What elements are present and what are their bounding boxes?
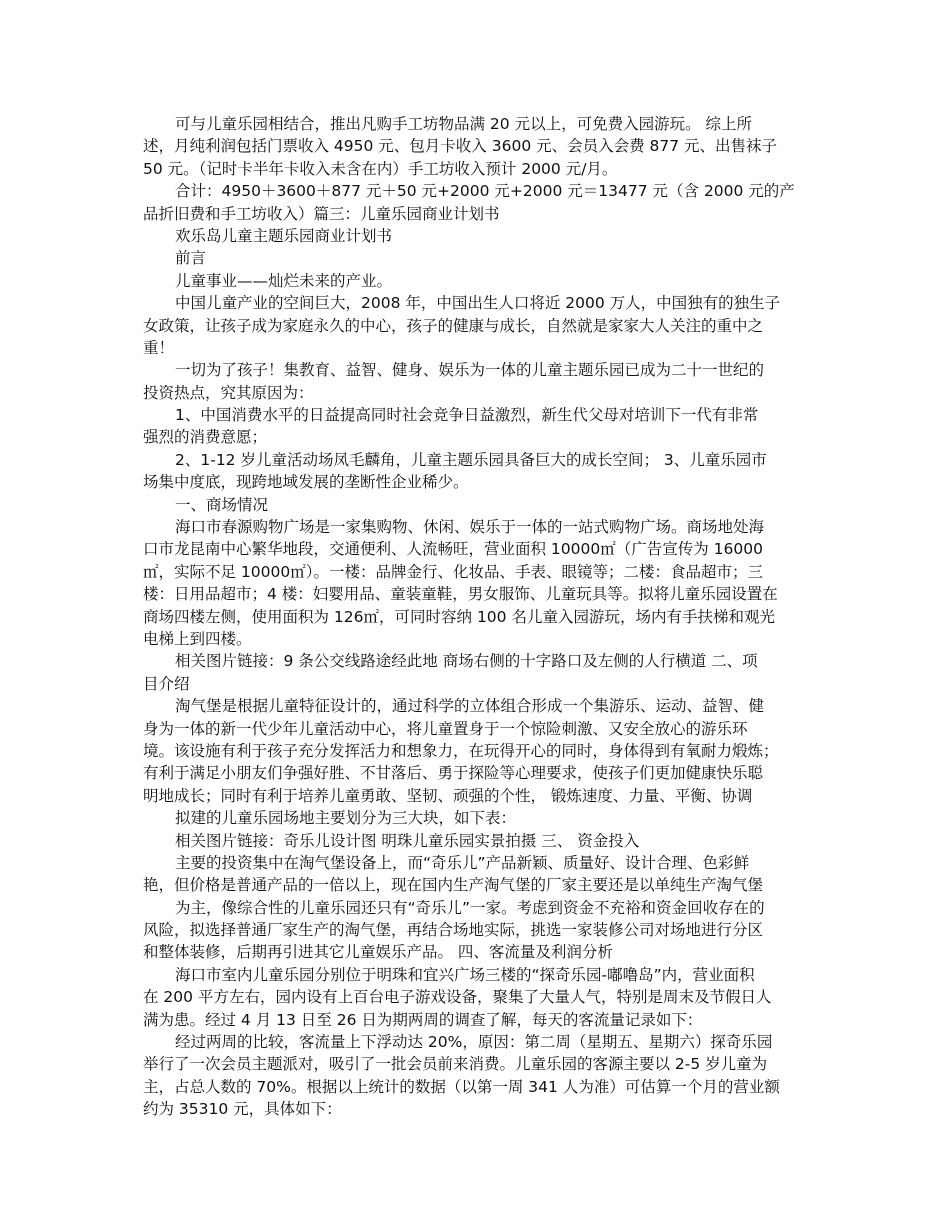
text-line: 2、1-12 岁儿童活动场凤毛麟角，儿童主题乐园具备巨大的成长空间； 3、儿童乐园市 [175,450,767,469]
text-line: 约为 35310 元，具体如下： [143,1100,342,1119]
text-line: 女政策，让孩子成为家庭永久的中心，孩子的健康与成长，自然就是家家大人关注的重中之 [143,316,764,335]
document-body [143,113,808,1121]
text-line: 海口市春源购物广场是一家集购物、休闲、娱乐于一体的一站式购物广场。商场地处海 [175,518,765,537]
text-line: 风险，拟选择普通厂家生产的淘气堡，再结合场地实际，挑选一家装修公司对场地进行分区 [143,921,764,940]
text-line: 身为一体的新一代少年儿童活动中心，将儿童置身于一个惊险刺激、又安全放心的游乐环 [143,719,748,738]
text-line: 一切为了孩子！集教育、益智、健身、娱乐为一体的儿童主题乐园已成为二十一世纪的 [175,361,765,380]
text-line: 楼：日用品超市；4 楼：妇婴用品、童装童鞋，男女服饰、儿童玩具等。拟将儿童乐园设置在 [143,585,778,604]
text-line: 电梯上到四楼。 [143,629,252,648]
text-line: 场集中度底，现跨地域发展的垄断性企业稀少。 [143,473,469,492]
text-line: 投资热点，究其原因为： [143,383,314,402]
text-line: ㎡，实际不足 10000㎡）。一楼：品牌金行、化妆品、手表、眼镜等；二楼：食品超市；三 [143,562,763,581]
text-line: 合计：4950＋3600＋877 元＋50 元+2000 元+2000 元＝13477 元（含 2000 元的产 [175,182,795,201]
text-line: 海口市室内儿童乐园分别位于明珠和宜兴广场三楼的“探奇乐园-嘟噜岛”内，营业面积 [175,965,755,984]
text-line: 强烈的消费意愿； [143,428,268,447]
text-line: 欢乐岛儿童主题乐园商业计划书 [175,226,393,245]
text-line: 举行了一次会员主题派对，吸引了一批会员前来消费。儿童乐园的客源主要以 2-5 岁儿童为 [143,1055,768,1074]
text-line: 一、商场情况 [175,495,269,514]
text-line: 相关图片链接：9 条公交线路途经此地 商场右侧的十字路口及左侧的人行横道 二、项 [175,652,758,671]
text-line: 儿童事业——灿烂未来的产业。 [175,271,393,290]
text-line: 相关图片链接：奇乐儿设计图 明珠儿童乐园实景拍摄 三、 资金投入 [175,831,640,850]
text-line: 满为患。经过 4 月 13 日至 26 日为期两周的调查了解，每天的客流量记录如下： [143,1010,703,1029]
text-line: 述，月纯利润包括门票收入 4950 元、包月卡收入 3600 元、会员入会费 877 元、出售袜子 [143,137,778,156]
text-line: 中国儿童产业的空间巨大，2008 年，中国出生人口将近 2000 万人，中国独有的独生子 [175,294,781,313]
text-line: 经过两周的比较，客流量上下浮动达 20%，原因：第二周（星期五、星期六）探奇乐园 [175,1033,773,1052]
text-line: 重！ [143,338,175,357]
text-line: 主要的投资集中在淘气堡设备上，而“奇乐儿”产品新颖、质量好、设计合理、色彩鲜 [175,853,750,872]
text-line: 口市龙昆南中心繁华地段，交通便利、人流畅旺，营业面积 10000㎡（广告宣传为 16000 [143,540,763,559]
text-line: 境。该设施有利于孩子充分发挥活力和想象力，在玩得开心的同时，身体得到有氧耐力煅炼； [143,741,779,760]
text-line: 50 元。（记时卡半年卡收入未含在内）手工坊收入预计 2000 元/月。 [143,159,618,178]
text-line: 淘气堡是根据儿童特征设计的，通过科学的立体组合形成一个集游乐、运动、益智、健 [175,697,765,716]
text-line: 艳，但价格是普通产品的一倍以上，现在国内生产淘气堡的厂家主要还是以单纯生产淘气堡 [143,876,764,895]
text-line: 前言 [175,249,207,268]
text-line: 品折旧费和手工坊收入）篇三：儿童乐园商业计划书 [143,204,500,223]
text-line: 明地成长；同时有利于培养儿童勇敢、坚韧、顽强的个性， 锻炼速度、力量、平衡、协调 [143,786,753,805]
text-line: 可与儿童乐园相结合，推出凡购手工坊物品满 20 元以上，可免费入园游玩。 综上所 [175,115,753,133]
text-line: 1、中国消费水平的日益提高同时社会竞争日益激烈，新生代父母对培训下一代有非常 [175,406,759,425]
text-line: 和整体装修，后期再引进其它儿童娱乐产品。 四、客流量及利润分析 [143,943,613,962]
text-line: 为主，像综合性的儿童乐园还只有“奇乐儿”一家。考虑到资金不充裕和资金回收存在的 [175,898,765,917]
text-line: 拟建的儿童乐园场地主要划分为三大块，如下表： [175,809,517,828]
text-line: 商场四楼左侧，使用面积为 126㎡，可同时容纳 100 名儿童入园游玩，场内有手扶梯和观光 [143,607,775,626]
text-line: 目介绍 [143,674,190,693]
text-line: 在 200 平方左右，园内设有上百台电子游戏设备，聚集了大量人气，特别是周末及节假日人 [143,988,772,1007]
text-line: 主，占总人数的 70%。根据以上统计的数据（以第一周 341 人为准）可估算一个月的营业额 [143,1077,780,1096]
text-line: 有利于满足小朋友们争强好胜、不甘落后、勇于探险等心理要求，使孩子们更加健康快乐聪 [143,764,764,783]
